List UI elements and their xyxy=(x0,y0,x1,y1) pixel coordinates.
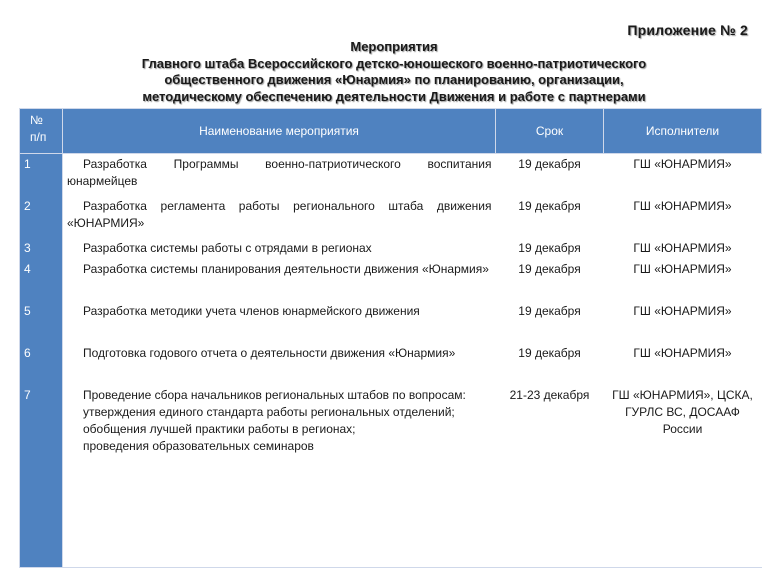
row-name xyxy=(63,154,496,197)
heading-line: общественного движения «Юнармия» по планированию, организации, xyxy=(164,72,624,87)
row-name xyxy=(63,259,496,301)
row-performers: ГШ «ЮНАРМИЯ» xyxy=(633,241,732,255)
row-num: 2 xyxy=(20,196,63,238)
row-performers: ГШ «ЮНАРМИЯ» xyxy=(633,157,732,171)
heading-line: методическому обеспечению деятельности Движения и работе с партнерами xyxy=(142,88,646,104)
table-row xyxy=(20,385,762,568)
row-performers: ГШ «ЮНАРМИЯ» xyxy=(633,346,732,360)
table-row xyxy=(20,301,762,343)
row-num: 1 xyxy=(20,154,63,197)
table-row xyxy=(20,154,762,197)
table-row xyxy=(20,259,762,301)
appendix-label: Приложение № 2 xyxy=(627,22,748,38)
header-num: № п/п xyxy=(20,109,63,154)
row-subitem: обобщения лучшей практики работы в регионах; xyxy=(83,422,356,436)
row-num: 3 xyxy=(20,238,63,259)
row-name-text: Проведение сбора начальников региональных штабов по вопросам: xyxy=(83,388,466,402)
row-subitem: утверждения единого стандарта работы региональных отделений; xyxy=(83,405,455,419)
header-performers: Исполнители xyxy=(604,109,762,154)
row-date: 19 декабря xyxy=(518,262,581,276)
row-performers: ГШ «ЮНАРМИЯ», ЦСКА, ГУРЛС ВС, ДОСААФ России xyxy=(604,385,762,568)
row-performers: ГШ «ЮНАРМИЯ» xyxy=(633,304,732,318)
table-row xyxy=(20,238,762,259)
row-name xyxy=(63,343,496,385)
header-date: Срок xyxy=(496,109,604,154)
row-date: 19 декабря xyxy=(518,157,581,171)
events-table xyxy=(19,108,762,568)
row-num: 6 xyxy=(20,343,63,385)
row-name xyxy=(63,196,496,238)
row-name xyxy=(63,385,496,568)
row-name xyxy=(63,238,496,259)
row-num: 4 xyxy=(20,259,63,301)
row-name xyxy=(63,301,496,343)
row-name-text: Разработка системы работы с отрядами в регионах xyxy=(83,241,372,255)
row-performers: ГШ «ЮНАРМИЯ» xyxy=(633,199,732,213)
row-performers: ГШ «ЮНАРМИЯ» xyxy=(633,262,732,276)
row-date: 19 декабря xyxy=(518,304,581,318)
table-row xyxy=(20,343,762,385)
row-num: 7 xyxy=(20,385,63,568)
row-num: 5 xyxy=(20,301,63,343)
row-name-text: Подготовка годового отчета о деятельности движения «Юнармия» xyxy=(83,346,456,360)
heading-line: Мероприятия xyxy=(350,39,438,54)
row-date: 19 декабря xyxy=(518,346,581,360)
row-date: 19 декабря xyxy=(518,241,581,255)
table-header-row xyxy=(20,109,762,154)
row-date: 21-23 декабря xyxy=(496,385,604,568)
row-name-text: Разработка системы планирования деятельности движения «Юнармия» xyxy=(83,262,489,276)
table-row xyxy=(20,196,762,238)
row-subitem: проведения образовательных семинаров xyxy=(83,439,314,453)
row-name-text: Разработка регламента работы регионального штаба движения «ЮНАРМИЯ» xyxy=(67,199,492,230)
document-heading xyxy=(100,39,688,105)
row-name-text: Разработка Программы военно-патриотического воспитания юнармейцев xyxy=(67,157,492,188)
heading-line: Главного штаба Всероссийского детско-юношеского военно-патриотического xyxy=(141,55,647,71)
row-date: 19 декабря xyxy=(518,199,581,213)
row-name-text: Разработка методики учета членов юнармейского движения xyxy=(83,304,420,318)
header-name: Наименование мероприятия xyxy=(63,109,496,154)
